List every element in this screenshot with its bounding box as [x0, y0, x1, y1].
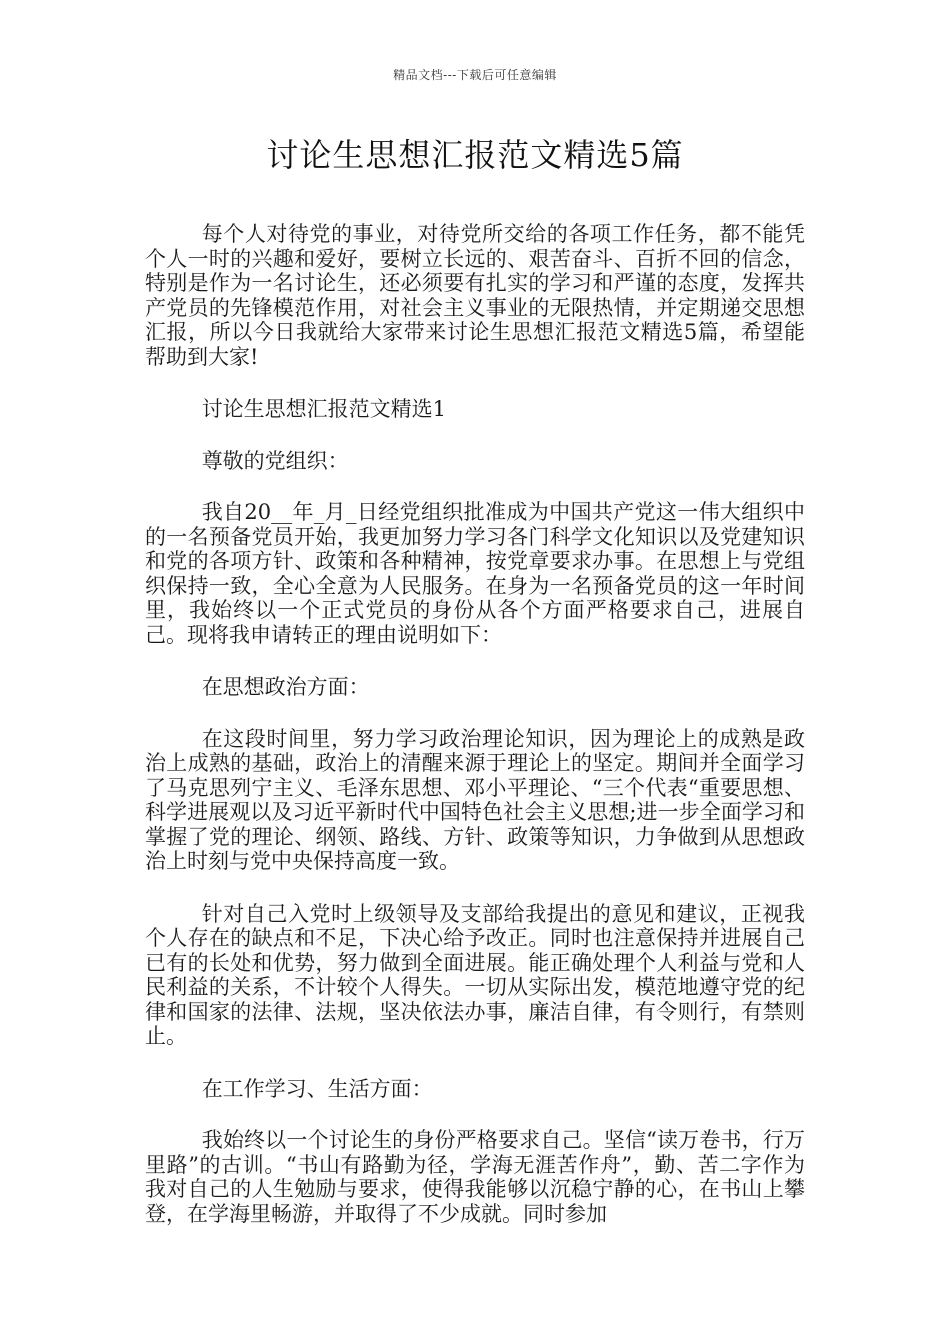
- subsection-heading: 在思想政治方面：: [201, 675, 370, 699]
- body-paragraph: 我自20__年_月_日经党组织批准成为中国共产党这一伟大组织中的一名预备党员开始，我更加努力学习各门科学文化知识以及党建知识和党的各项方针、政策和各种精神，按党章要求办事。在思想上与党组织保持一致，全心全意为人民服务。在身为一名预备党员的这一年时间里，我始终以一个正式党员的身份从各个方面严格要求自己，进展自己。现将我申请转正的理由说明如下：: [145, 500, 805, 647]
- document-title: 讨论生思想汇报范文精选5篇: [266, 136, 684, 174]
- body-paragraph: 我始终以一个讨论生的身份严格要求自己。坚信“读万卷书，行万里路”的古训。“书山有路勤为径，学海无涯苦作舟”，勤、苦二字作为我对自己的人生勉励与要求，使得我能够以沉稳宁静的心，在书山上攀登，在学海里畅游，并取得了不少成就。同时参加: [145, 1128, 805, 1226]
- header-note: 精品文档---下载后可任意编辑: [393, 68, 557, 82]
- salutation: 尊敬的党组织：: [201, 448, 349, 473]
- body-paragraph: 在这段时间里，努力学习政治理论知识，因为理论上的成熟是政治上成熟的基础，政治上的清醒来源于理论上的坚定。期间并全面学习了马克思列宁主义、毛泽东思想、邓小平理论、“三个代表“重要思想、科学进展观以及习近平新时代中国特色社会主义思想;进一步全面学习和掌握了党的理论、纲领、路线、方针、政策等知识，力争做到从思想政治上时刻与党中央保持高度一致。: [145, 726, 805, 873]
- intro-paragraph: 每个人对待党的事业，对待党所交给的各项工作任务，都不能凭个人一时的兴趣和爱好，要树立长远的、艰苦奋斗、百折不回的信念，特别是作为一名讨论生，还必须要有扎实的学习和严谨的态度，发挥共产党员的先锋模范作用，对社会主义事业的无限热情，并定期递交思想汇报，所以今日我就给大家带来讨论生思想汇报范文精选5篇，希望能帮助到大家!: [145, 222, 805, 369]
- body-paragraph: 针对自己入党时上级领导及支部给我提出的意见和建议，正视我个人存在的缺点和不足，下决心给予改正。同时也注意保持并进展自己已有的长处和优势，努力做到全面进展。能正确处理个人利益与党和人民利益的关系，不计较个人得失。一切从实际出发，模范地遵守党的纪律和国家的法律、法规，坚决依法办事，廉洁自律，有令则行，有禁则止。: [145, 901, 805, 1048]
- subsection-heading: 在工作学习、生活方面：: [201, 1076, 433, 1101]
- section-heading: 讨论生思想汇报范文精选1: [201, 397, 447, 421]
- document-body: [145, 222, 805, 1254]
